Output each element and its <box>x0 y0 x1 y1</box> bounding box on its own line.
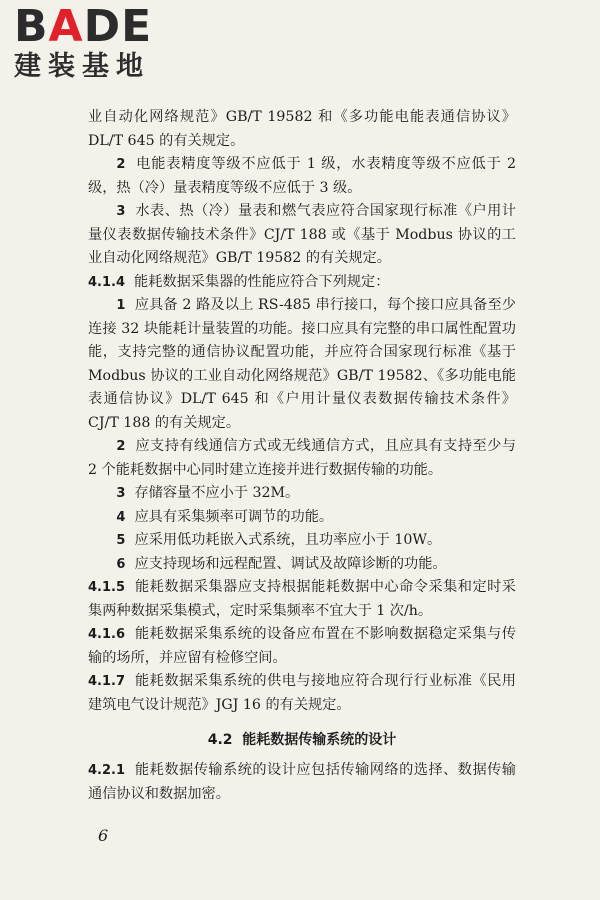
list-item: 2 应支持有线通信方式或无线通信方式，且应具有支持至少与 2 个能耗数据中心同时建立连接并进行数据传输的功能。 <box>88 438 516 478</box>
paragraph: 业自动化网络规范》GB/T 19582 和《多功能电能表通信协议》DL/T 645 的有关规定。 <box>88 109 516 149</box>
logo-wordmark: BADE <box>14 1 153 52</box>
section-heading: 4.2 能耗数据传输系统的设计 <box>207 732 397 748</box>
logo-subtitle: 建装基地 <box>14 51 150 82</box>
list-item: 3 水表、热（冷）量表和燃气表应符合国家现行标准《户用计量仪表数据传输技术条件》CJ/T 188 或《基于 Modbus 协议的工业自动化网络规范》GB/T 19582 的有关规定。 <box>88 203 516 266</box>
page-number: 6 <box>98 826 109 845</box>
clause-4-2-1: 4.2.1 能耗数据传输系统的设计应包括传输网络的选择、数据传输通信协议和数据加密。 <box>88 762 516 802</box>
clause-4-1-5: 4.1.5 能耗数据采集器应支持根据能耗数据中心命令采集和定时采集两种数据采集模式，定时采集频率不宜大于 1 次/h。 <box>88 579 516 619</box>
logo-accent-letter: A <box>48 1 84 52</box>
logo <box>14 1 184 84</box>
list-item: 6 应支持现场和远程配置、调试及故障诊断的功能。 <box>116 555 447 572</box>
list-item: 5 应采用低功耗嵌入式系统，且功率应小于 10W。 <box>116 532 442 548</box>
clause-4-1-6: 4.1.6 能耗数据采集系统的设备应布置在不影响数据稳定采集与传输的场所，并应留有检修空间。 <box>88 626 516 666</box>
list-item: 1 应具备 2 路及以上 RS-485 串行接口，每个接口应具备至少连接 32 块能耗计量装置的功能。接口应具有完整的串口属性配置功能，支持完整的通信协议配置功能，并应符合国家现行标准《基于 Modbus 协议的工业自动化网络规范》GB/T 19582、《多功能电能表通信协议》DL/T 645 和《户用计量仪表数据传输技术条件》CJ/T 188 的有关规定。 <box>88 297 516 431</box>
clause-4-1-4: 4.1.4 能耗数据采集器的性能应符合下列规定： <box>88 273 390 290</box>
list-item: 4 应具有采集频率可调节的功能。 <box>116 508 334 525</box>
clause-4-1-7: 4.1.7 能耗数据采集系统的供电与接地应符合现行行业标准《民用建筑电气设计规范》JGJ 16 的有关规定。 <box>88 673 516 713</box>
document-body <box>88 106 516 806</box>
list-item: 3 存储容量不应小于 32M。 <box>116 485 300 501</box>
list-item: 2 电能表精度等级不应低于 1 级，水表精度等级不应低于 2 级，热（冷）量表精度等级不应低于 3 级。 <box>88 156 516 196</box>
